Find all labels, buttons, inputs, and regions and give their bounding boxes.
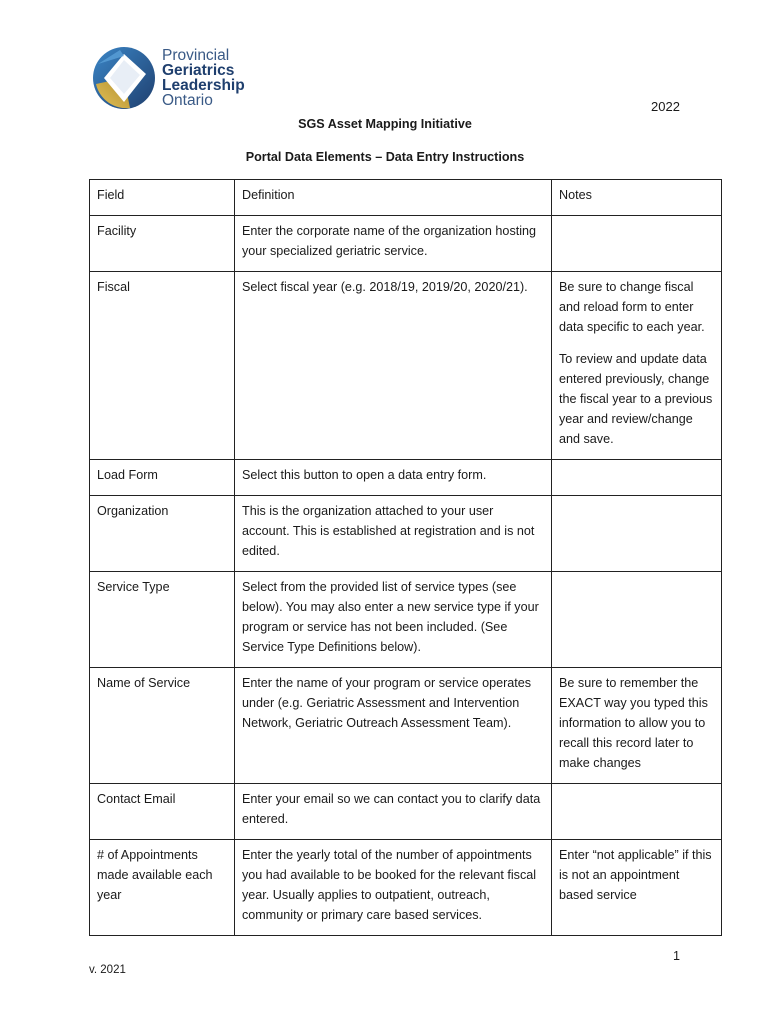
table-row <box>90 460 722 496</box>
pglo-logo <box>90 44 260 114</box>
document-year: 2022 <box>651 99 680 114</box>
notes-cell <box>552 572 722 668</box>
document-subtitle: Portal Data Elements – Data Entry Instructions <box>245 150 525 164</box>
table-row <box>90 216 722 272</box>
field-cell: Fiscal <box>90 272 235 460</box>
table-row <box>90 840 722 936</box>
logo-text-line4: Ontario <box>162 92 213 109</box>
field-cell: Name of Service <box>90 668 235 784</box>
table-row <box>90 784 722 840</box>
header-notes: Notes <box>552 180 722 216</box>
note-paragraph: Be sure to change fiscal and reload form to enter data specific to each year. <box>559 280 705 334</box>
field-cell: Organization <box>90 496 235 572</box>
notes-cell: Be sure to remember the EXACT way you typed this information to allow you to recall this record later to make changes <box>552 668 722 784</box>
definition-cell: Enter your email so we can contact you to clarify data entered. <box>235 784 552 840</box>
notes-cell <box>552 216 722 272</box>
logo-text-line1: Provincial <box>162 47 230 64</box>
definition-cell: Enter the yearly total of the number of appointments you had available to be booked for the relevant fiscal year. Usually applies to outpatient, outreach, community or primary care based services. <box>235 840 552 936</box>
notes-cell: Enter “not applicable” if this is not an appointment based service <box>552 840 722 936</box>
header-field: Field <box>90 180 235 216</box>
table-row <box>90 272 722 460</box>
logo-text-line2: Geriatrics <box>162 62 235 79</box>
definition-cell: Select from the provided list of service types (see below). You may also enter a new service type if your program or service has not been included. (See Service Type Definitions below). <box>235 572 552 668</box>
notes-cell <box>552 460 722 496</box>
page-number: 1 <box>673 949 681 963</box>
notes-cell <box>552 784 722 840</box>
definition-cell: Select fiscal year (e.g. 2018/19, 2019/20, 2020/21). <box>235 272 552 460</box>
table-row <box>90 668 722 784</box>
definition-cell: Enter the corporate name of the organization hosting your specialized geriatric service. <box>235 216 552 272</box>
table-row <box>90 496 722 572</box>
field-cell: Facility <box>90 216 235 272</box>
table-row <box>90 572 722 668</box>
data-elements-table <box>89 179 722 936</box>
field-cell: # of Appointments made available each year <box>90 840 235 936</box>
definition-cell: Enter the name of your program or service operates under (e.g. Geriatric Assessment and Intervention Network, Geriatric Outreach Assessment Team). <box>235 668 552 784</box>
notes-cell <box>552 496 722 572</box>
note-paragraph-2: To review and update data entered previously, change the fiscal year to a previous year and review/change and save. <box>559 352 713 446</box>
document-title: SGS Asset Mapping Initiative <box>298 117 472 131</box>
field-cell: Contact Email <box>90 784 235 840</box>
field-cell: Load Form <box>90 460 235 496</box>
definition-cell: This is the organization attached to your user account. This is established at registration and is not edited. <box>235 496 552 572</box>
definition-cell: Select this button to open a data entry form. <box>235 460 552 496</box>
field-cell: Service Type <box>90 572 235 668</box>
logo-text-line3: Leadership <box>162 77 245 94</box>
table-header-row <box>90 180 722 216</box>
logo-wordmark <box>162 48 245 108</box>
logo-mark-icon <box>90 44 158 112</box>
header-definition: Definition <box>235 180 552 216</box>
version-label: v. 2021 <box>89 964 126 976</box>
notes-cell <box>552 272 722 460</box>
